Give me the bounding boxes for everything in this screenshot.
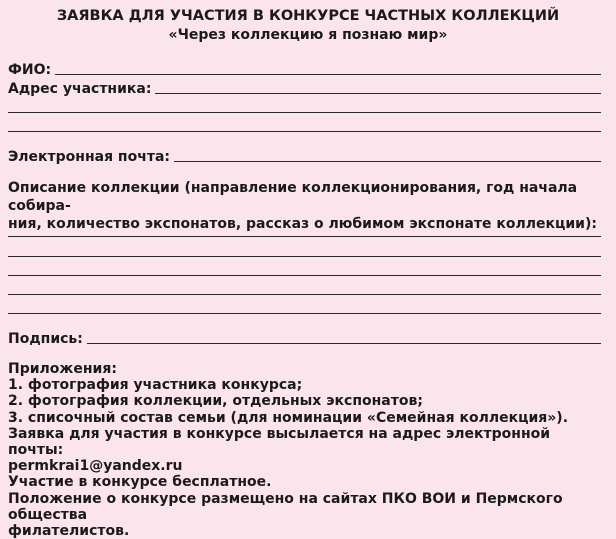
address-blank-line[interactable] [155, 93, 601, 94]
free-participation-note: Участие в конкурсе бесплатное. [8, 474, 272, 491]
form-title: ЗАЯВКА ДЛЯ УЧАСТИЯ В КОНКУРСЕ ЧАСТНЫХ КОЛЛЕКЦИЙ [56, 8, 560, 24]
description-blank-line-4[interactable] [8, 294, 601, 295]
attachment-item: 2. фотография коллекции, отдельных экспонатов; [8, 393, 423, 410]
address-label: Адрес участника: [8, 81, 152, 97]
fio-label: ФИО: [8, 62, 52, 78]
rules-note-line-2: филателистов. [8, 523, 130, 539]
signature-blank-line[interactable] [87, 343, 601, 344]
description-blank-line-2[interactable] [8, 256, 601, 257]
signature-field[interactable] [8, 329, 601, 347]
attachment-item: 3. списочный состав семьи (для номинации «Семейная коллекция»). [8, 409, 569, 426]
send-note: Заявка для участия в конкурсе высылается на адрес электронной почты: [8, 425, 551, 459]
description-line-1: Описание коллекции (направление коллекционирования, год начала собира- [8, 180, 578, 214]
contact-email[interactable]: permkrai1@yandex.ru [8, 458, 183, 475]
address-blank-line-3[interactable] [8, 131, 601, 132]
form-subtitle: «Через коллекцию я познаю мир» [168, 27, 448, 43]
signature-label: Подпись: [8, 331, 83, 347]
attachments-title: Приложения: [8, 361, 117, 377]
fio-field[interactable] [8, 60, 601, 78]
description-blank-line-5[interactable] [8, 313, 601, 314]
email-field[interactable] [8, 147, 601, 165]
attachment-item: 1. фотография участника конкурса; [8, 377, 303, 394]
description-blank-line-3[interactable] [8, 275, 601, 276]
footer-notes [8, 361, 608, 539]
description-prompt [8, 179, 608, 233]
address-field[interactable] [8, 79, 601, 97]
email-label: Электронная почта: [8, 149, 170, 165]
rules-note-line-1: Положение о конкурсе размещено на сайтах ПКО ВОИ и Пермского общества [8, 490, 563, 523]
email-blank-line[interactable] [174, 161, 601, 162]
fio-blank-line[interactable] [55, 74, 601, 75]
address-blank-line-2[interactable] [8, 112, 601, 113]
description-line-2: ния, количество экспонатов, рассказ о любимом экспонате коллекции): [8, 216, 597, 232]
description-blank-line-1[interactable] [8, 236, 601, 237]
